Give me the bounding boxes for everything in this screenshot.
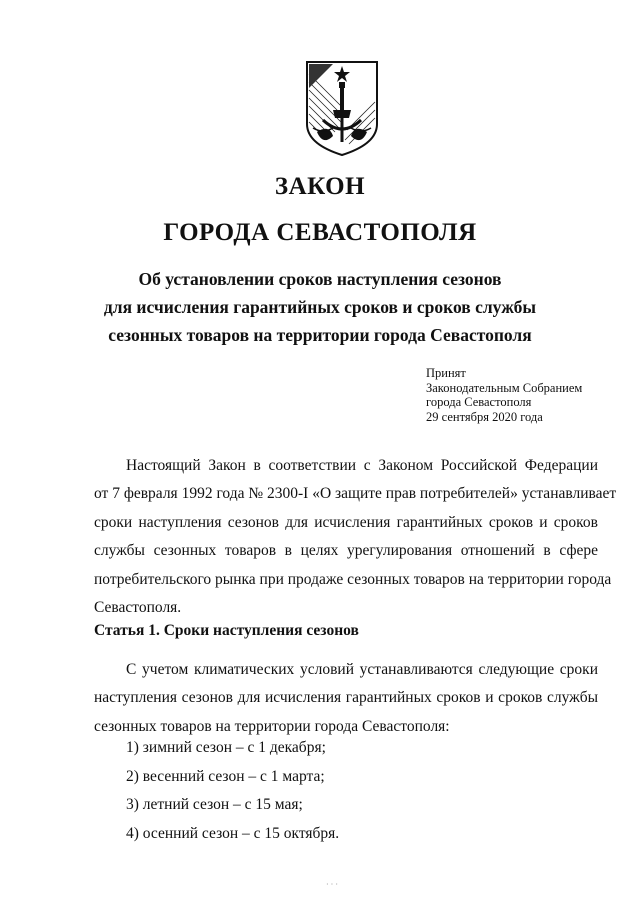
paragraph-line: С учетом климатических условий устанавливаются следующие сроки — [126, 661, 598, 678]
list-item: 3) летний сезон – с 15 мая; — [126, 796, 303, 814]
adoption-line: Законодательным Собранием — [426, 380, 583, 395]
law-title: ЗАКОН — [274, 173, 366, 200]
article-1-paragraph — [94, 656, 598, 741]
paragraph-line: сезонных товаров на территории города Севастополя: — [94, 717, 450, 735]
paragraph-line: потребительского рынка при продаже сезонных товаров на территории города — [94, 570, 612, 588]
article-1-heading: Статья 1. Сроки наступления сезонов — [94, 622, 359, 639]
subtitle-line: сезонных товаров на территории города Севастополя — [108, 325, 532, 345]
adoption-note — [426, 366, 582, 424]
adoption-line: Принят — [426, 366, 466, 380]
scan-artifact: · · · — [326, 880, 338, 889]
paragraph-line: Севастополя. — [94, 598, 182, 616]
paragraph-line: наступления сезонов для исчисления гарантийных сроков и сроков службы — [94, 689, 598, 707]
list-item: 1) зимний сезон – с 1 декабря; — [126, 739, 326, 756]
subtitle-line: для исчисления гарантийных сроков и сроков службы — [103, 297, 537, 317]
paragraph-line: службы сезонных товаров в целях урегулирования отношений в сфере — [94, 542, 598, 560]
list-item: 4) осенний сезон – с 15 октября. — [126, 824, 340, 842]
sevastopol-coat-of-arms-icon — [303, 58, 381, 158]
paragraph-line: Настоящий Закон в соответствии с Законом Российской Федерации — [126, 457, 598, 474]
law-city-title: ГОРОДА СЕВАСТОПОЛЯ — [163, 219, 477, 246]
adoption-date: 29 сентября 2020 года — [426, 409, 543, 424]
season-list — [126, 734, 339, 848]
intro-paragraph — [94, 452, 617, 622]
subtitle-line: Об установлении сроков наступления сезонов — [138, 269, 502, 289]
adoption-line: города Севастополя — [426, 395, 532, 409]
paragraph-line: от 7 февраля 1992 года № 2300-I «О защите прав потребителей» устанавливает — [94, 485, 617, 503]
paragraph-line: сроки наступления сезонов для исчисления гарантийных сроков и сроков — [94, 513, 598, 531]
list-item: 2) весенний сезон – с 1 марта; — [126, 767, 325, 785]
law-subtitle — [0, 265, 640, 349]
